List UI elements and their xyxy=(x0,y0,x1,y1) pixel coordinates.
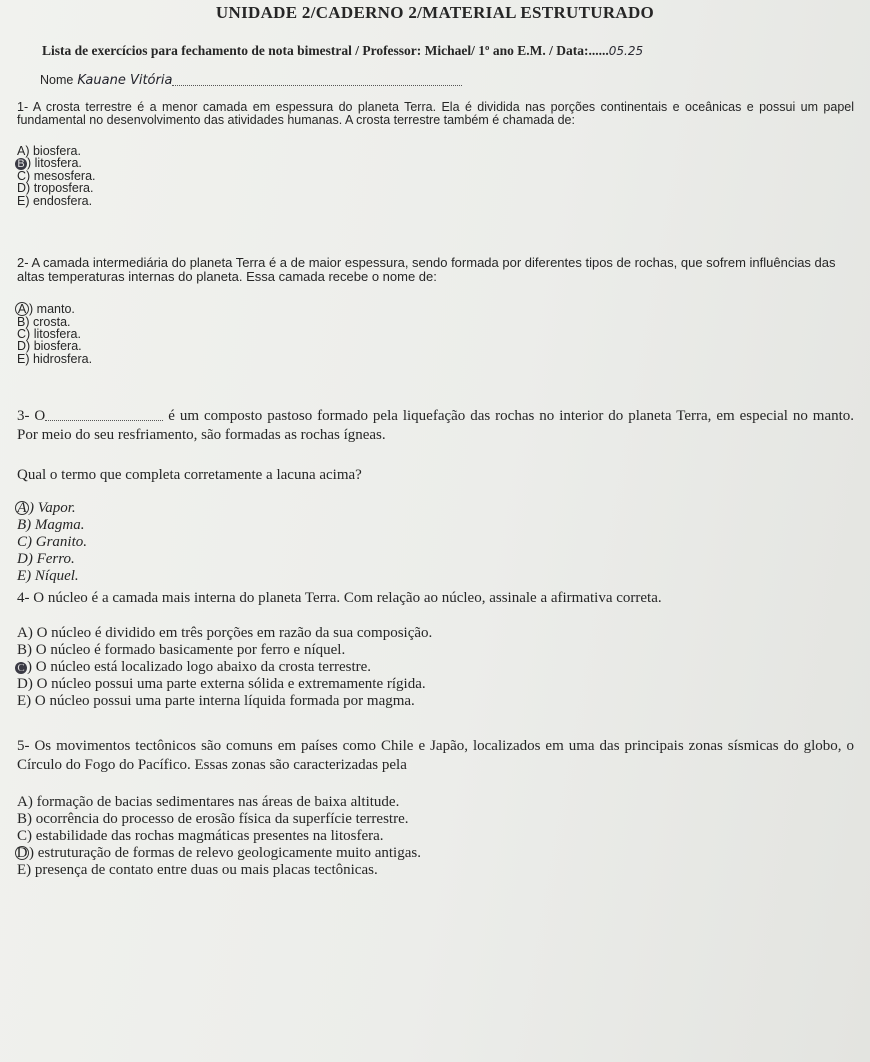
worksheet-title: UNIDADE 2/CADERNO 2/MATERIAL ESTRUTURADO xyxy=(215,3,655,22)
option-4a[interactable]: A) O núcleo é dividido em três porções em razão da sua composição. xyxy=(17,625,433,641)
option-3b[interactable]: B) Magma. xyxy=(17,517,85,533)
option-4d[interactable]: D) O núcleo possui uma parte externa sólida e extremamente rígida. xyxy=(17,676,426,692)
name-dotted-line xyxy=(172,85,462,86)
option-4c[interactable]: C ) O núcleo está localizado logo abaixo da crosta terrestre. xyxy=(17,659,854,676)
question-2 xyxy=(17,256,854,365)
option-1b[interactable]: B ) litosfera. xyxy=(17,157,854,170)
fill-in-blank xyxy=(45,420,163,421)
option-5d[interactable]: D ) estruturação de formas de relevo geologicamente muito antigas. xyxy=(16,845,421,861)
option-5a[interactable]: A) formação de bacias sedimentares nas áreas de baixa altitude. xyxy=(17,794,400,810)
option-1d[interactable]: D) troposfera. xyxy=(17,181,94,196)
worksheet-info xyxy=(42,43,854,61)
option-3a[interactable]: A ) Vapor. xyxy=(17,500,854,517)
student-name-line xyxy=(40,73,854,91)
question-2-text: 2- A camada intermediária do planeta Terra é a de maior espessura, sendo formada por diferentes tipos de rochas, que sofrem influências das altas temperaturas internas do planeta. Essa camada recebe o nome de: xyxy=(17,255,836,284)
circled-answer-mark: D xyxy=(16,845,28,861)
question-4-options xyxy=(17,625,854,710)
question-5-options xyxy=(17,794,854,879)
question-3-text: 3- O é um composto pastoso formado pela liquefação das rochas no interior do planeta Terra, em especial no manto. Por meio do seu resfriamento, são formadas as rochas ígneas. xyxy=(17,408,855,443)
worksheet-info-text: Lista de exercícios para fechamento de nota bimestral / Professor: Michael/ 1º ano E.M. / Data:...... xyxy=(42,43,609,58)
question-2-options xyxy=(17,302,854,365)
option-1c[interactable]: C) mesosfera. xyxy=(17,169,96,184)
circled-answer-mark: B xyxy=(15,158,27,170)
option-1a[interactable]: A) biosfera. xyxy=(17,144,81,158)
option-3d[interactable]: D) Ferro. xyxy=(17,551,75,567)
question-4-text: 4- O núcleo é a camada mais interna do planeta Terra. Com relação ao núcleo, assinale a afirmativa correta. xyxy=(17,590,662,606)
option-5c[interactable]: C) estabilidade das rochas magmáticas presentes na litosfera. xyxy=(17,828,384,844)
option-2a[interactable]: A ) manto. xyxy=(17,302,854,316)
circled-answer-mark: C xyxy=(15,662,27,674)
option-2d[interactable]: D) biosfera. xyxy=(17,339,82,354)
question-1 xyxy=(17,101,854,207)
option-4e[interactable]: E) O núcleo possui uma parte interna líquida formada por magma. xyxy=(17,693,415,709)
option-5e[interactable]: E) presença de contato entre duas ou mais placas tectônicas. xyxy=(17,862,378,878)
question-5-text: 5- Os movimentos tectônicos são comuns em países como Chile e Japão, localizados em uma das principais zonas sísmicas do globo, o Círculo do Fogo do Pacífico. Essas zonas são caracterizadas pela xyxy=(17,738,854,773)
name-label: Nome xyxy=(40,73,74,87)
question-3-options xyxy=(17,500,854,585)
option-2b[interactable]: B) crosta. xyxy=(17,315,71,329)
option-3c[interactable]: C) Granito. xyxy=(17,534,88,550)
option-2c[interactable]: C) litosfera. xyxy=(17,327,81,342)
option-3e[interactable]: E) Níquel. xyxy=(17,568,79,584)
question-3-prompt: Qual o termo que completa corretamente a lacuna acima? xyxy=(17,467,362,483)
option-5b[interactable]: B) ocorrência do processo de erosão física da superfície terrestre. xyxy=(17,811,409,827)
question-4 xyxy=(17,589,854,710)
question-3 xyxy=(17,407,854,585)
question-1-options xyxy=(17,145,854,207)
circled-answer-mark: A xyxy=(15,501,29,515)
option-4b[interactable]: B) O núcleo é formado basicamente por ferro e níquel. xyxy=(17,642,346,658)
handwritten-student-name: Kauane Vitória xyxy=(77,73,173,88)
circled-answer-mark: A xyxy=(15,302,29,316)
handwritten-date: 05.25 xyxy=(608,44,644,58)
option-1e[interactable]: E) endosfera. xyxy=(17,193,93,208)
question-5 xyxy=(17,737,854,879)
option-2e[interactable]: E) hidrosfera. xyxy=(17,351,93,366)
question-1-text: 1- A crosta terrestre é a menor camada em espessura do planeta Terra. Ela é dividida nas porções continentais e oceânicas e possui um papel fundamental no desenvolvimento das atividades humanas. A crosta terrestre também é chamada de: xyxy=(17,100,854,127)
